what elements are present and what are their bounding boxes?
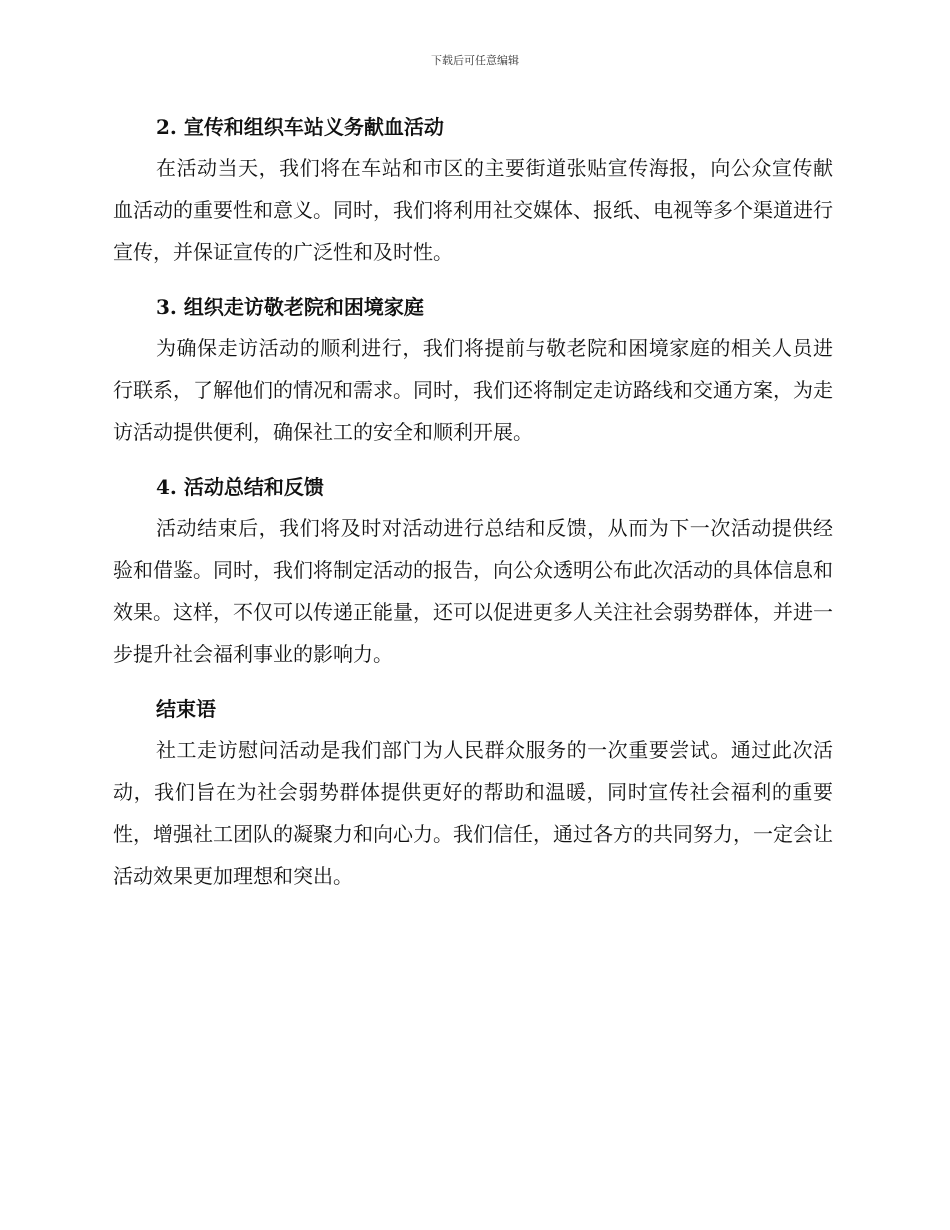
section-paragraph: 在活动当天，我们将在车站和市区的主要街道张贴宣传海报，向公众宣传献血活动的重要性和意义。同时，我们将利用社交媒体、报纸、电视等多个渠道进行宣传，并保证宣传的广泛性和及时性。 (113, 156, 833, 264)
section-conclusion (113, 689, 833, 897)
section-paragraph: 活动结束后，我们将及时对活动进行总结和反馈，从而为下一次活动提供经验和借鉴。同时，我们将制定活动的报告，向公众透明公布此次活动的具体信息和效果。这样，不仅可以传递正能量，还可以促进更多人关注社会弱势群体，并进一步提升社会福利事业的影响力。 (113, 516, 833, 666)
document-body (113, 107, 833, 911)
section-paragraph: 为确保走访活动的顺利进行，我们将提前与敬老院和困境家庭的相关人员进行联系，了解他们的情况和需求。同时，我们还将制定走访路线和交通方案，为走访活动提供便利，确保社工的安全和顺利开展。 (113, 336, 833, 444)
section-summary-feedback (113, 467, 833, 675)
section-paragraph: 社工走访慰问活动是我们部门为人民群众服务的一次重要尝试。通过此次活动，我们旨在为社会弱势群体提供更好的帮助和温暖，同时宣传社会福利的重要性，增强社工团队的凝聚力和向心力。我们信任，通过各方的共同努力，一定会让活动效果更加理想和突出。 (113, 738, 833, 888)
section-heading: 4. 活动总结和反馈 (156, 475, 324, 499)
section-visit-nursing-homes (113, 287, 833, 453)
section-volunteer-blood-donation (113, 107, 833, 273)
section-heading: 2. 宣传和组织车站义务献血活动 (156, 115, 444, 139)
section-heading: 结束语 (156, 697, 216, 721)
section-heading: 3. 组织走访敬老院和困境家庭 (156, 295, 424, 319)
page-header: 下载后可任意编辑 (431, 54, 519, 67)
